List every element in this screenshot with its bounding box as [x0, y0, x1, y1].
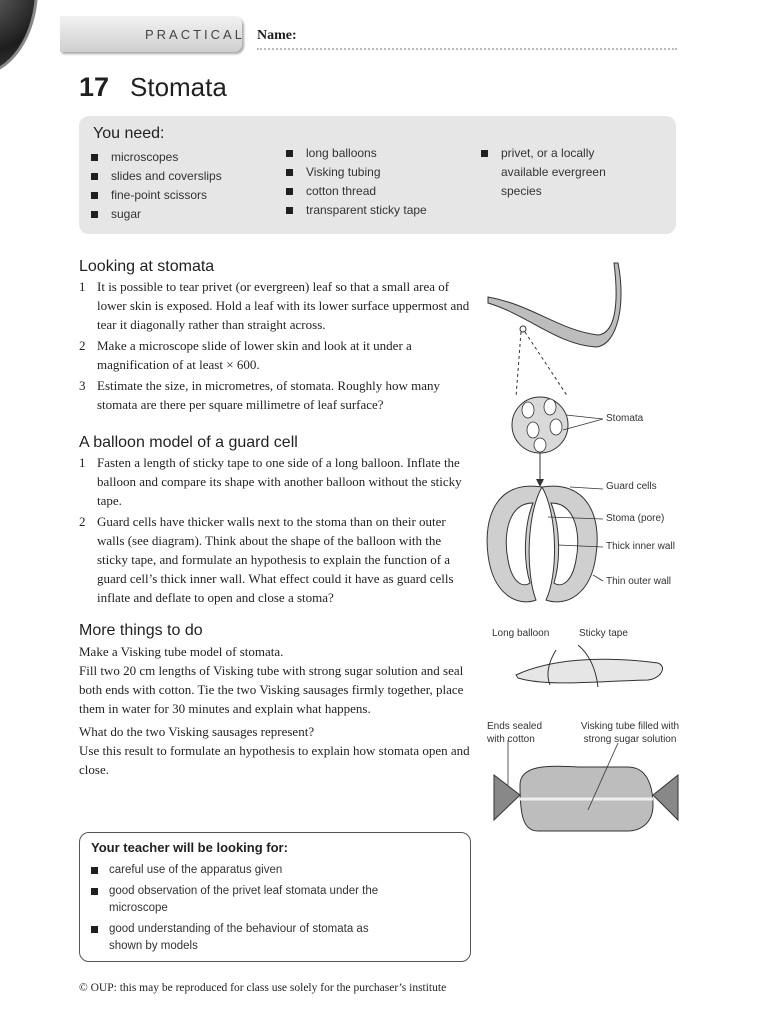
label-stoma-pore: Stoma (pore) — [606, 513, 665, 524]
section-heading-looking: Looking at stomata — [79, 258, 215, 275]
list-item: Visking tubing — [286, 163, 427, 182]
list-item: fine-point scissors — [91, 186, 222, 205]
label-ends-sealed: Ends sealed with cotton — [487, 721, 543, 745]
long-balloon-drawing — [516, 659, 663, 683]
copyright-footer: © OUP: this may be reproduced for class use solely for the purchaser’s institute — [79, 982, 447, 994]
teacher-list — [91, 862, 461, 959]
label-thin-outer-wall: Thin outer wall — [606, 576, 672, 587]
label-guard-cells: Guard cells — [606, 481, 657, 492]
practical-number: 17 — [79, 72, 110, 102]
paragraph: Use this result to formulate an hypothesis to explain how stomata open and close. — [79, 743, 470, 777]
section-balloon-steps — [79, 453, 471, 609]
list-item: good understanding of the behaviour of stomata as shown by models — [91, 921, 369, 955]
step-item: 1 Fasten a length of sticky tape to one side of a long balloon. Inflate the balloon and compare its shape with another balloon without the sticky tape. — [79, 455, 462, 508]
step-item: 2 Guard cells have thicker walls next to the stoma than on their outer walls (see diagram). Think about the shape of the balloon with the sticky tape, and formulate an hypothesis to explain the function of a guard cell’s thick inner wall. What effect could it have as guard cells inflate and deflate to open and close a stoma? — [79, 514, 454, 605]
list-item: good observation of the privet leaf stomata under the microscope — [91, 883, 379, 917]
name-label: Name: — [257, 28, 297, 43]
section-more-text — [79, 642, 471, 779]
leaf-section — [488, 263, 621, 347]
step-item: 1 It is possible to tear privet (or evergreen) leaf so that a small area of lower skin is exposed. Hold a leaf with its lower surface uppermost and tear it diagonally rather than straight across. — [79, 279, 470, 332]
step-item: 3 Estimate the size, in micrometres, of stomata. Roughly how many stomata are there per square millimetre of leaf surface? — [79, 378, 440, 412]
section-heading-balloon: A balloon model of a guard cell — [79, 434, 298, 451]
paragraph: Make a Visking tube model of stomata. — [79, 644, 284, 659]
equipment-list-2 — [286, 144, 427, 220]
paragraph: What do the two Visking sausages represent? — [79, 724, 315, 739]
you-need-heading: You need: — [93, 125, 165, 142]
equipment-list-1 — [91, 148, 222, 224]
label-sticky-tape: Sticky tape — [579, 628, 628, 639]
leaf-sample-point — [520, 326, 526, 332]
label-thick-inner-wall: Thick inner wall — [606, 541, 675, 552]
stomata-diagram — [478, 255, 768, 855]
section-looking-steps — [79, 277, 471, 416]
equipment-list-3 — [481, 144, 641, 201]
list-item: slides and coverslips — [91, 167, 222, 186]
page-title: Stomata — [130, 72, 227, 102]
list-item: transparent sticky tape — [286, 201, 427, 220]
step-item: 2 Make a microscope slide of lower skin and look at it under a magnification of at least × 600. — [79, 338, 412, 372]
list-item: sugar — [91, 205, 222, 224]
list-item: long balloons — [286, 144, 427, 163]
label-visking-filled: Visking tube filled with strong sugar solution — [580, 721, 680, 745]
label-long-balloon: Long balloon — [492, 628, 550, 639]
teacher-heading: Your teacher will be looking for: — [91, 840, 288, 855]
list-item: microscopes — [91, 148, 222, 167]
practical-label: PRACTICAL — [145, 27, 245, 42]
list-item: cotton thread — [286, 182, 427, 201]
paragraph: Fill two 20 cm lengths of Visking tube with strong sugar solution and seal both ends with cotton. Tie the two Visking sausages firmly together, place them in water for 30 minutes and explain what happens. — [79, 663, 464, 716]
list-item: privet, or a locally available evergreen species — [481, 144, 641, 201]
list-item: careful use of the apparatus given — [91, 862, 461, 879]
name-field-line[interactable] — [257, 48, 677, 50]
label-stomata: Stomata — [606, 413, 644, 424]
section-heading-more: More things to do — [79, 622, 203, 639]
